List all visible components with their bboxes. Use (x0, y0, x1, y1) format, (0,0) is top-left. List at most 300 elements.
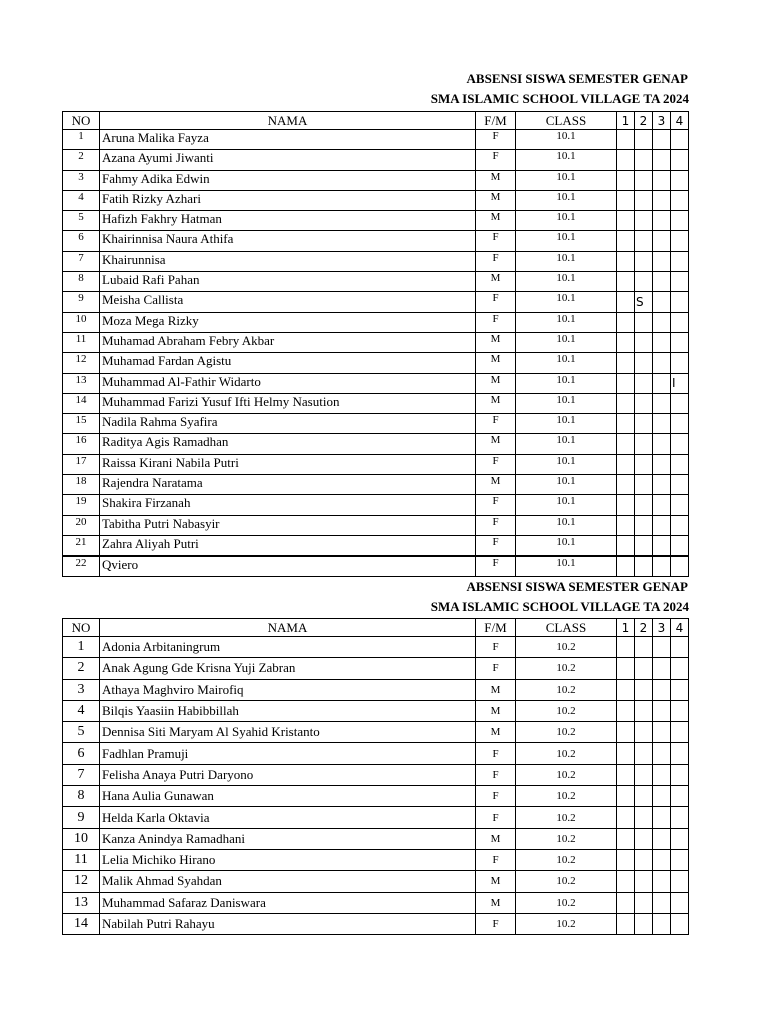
header-day-2: 2 (635, 619, 653, 637)
attendance-day-3[interactable] (653, 743, 671, 764)
header-class: CLASS (516, 619, 617, 637)
attendance-day-1[interactable] (617, 373, 635, 393)
table-row (63, 786, 689, 807)
header-fm: F/M (476, 112, 516, 130)
attendance-day-3[interactable] (653, 700, 671, 721)
student-gender: M (476, 393, 516, 413)
attendance-day-1[interactable] (617, 312, 635, 332)
attendance-day-3[interactable] (653, 658, 671, 679)
attendance-day-3[interactable] (653, 292, 671, 312)
attendance-day-1[interactable] (617, 251, 635, 271)
row-number: 6 (63, 743, 100, 764)
student-name: Muhammad Farizi Yusuf Ifti Helmy Nasution (100, 393, 476, 413)
attendance-day-4[interactable] (671, 658, 689, 679)
section1-title-line2: SMA ISLAMIC SCHOOL VILLAGE TA 2024 (430, 91, 689, 106)
attendance-day-4[interactable] (671, 556, 689, 576)
student-gender: F (476, 454, 516, 474)
student-name: Aruna Malika Fayza (100, 130, 476, 150)
attendance-day-4[interactable] (671, 130, 689, 150)
student-class: 10.1 (516, 231, 617, 251)
student-gender: M (476, 892, 516, 913)
attendance-day-2[interactable] (635, 722, 653, 743)
table-row (63, 292, 689, 312)
table-row (63, 414, 689, 434)
student-name: Khairunnisa (100, 251, 476, 271)
header-day-3: 3 (653, 112, 671, 130)
student-class: 10.1 (516, 393, 617, 413)
attendance-day-2[interactable] (635, 849, 653, 870)
student-name: Qviero (100, 556, 476, 576)
attendance-day-1[interactable] (617, 393, 635, 413)
attendance-day-2[interactable] (635, 828, 653, 849)
row-number: 4 (63, 700, 100, 721)
student-name: Muhamad Abraham Febry Akbar (100, 332, 476, 352)
attendance-day-2[interactable] (635, 170, 653, 190)
row-number: 19 (63, 495, 100, 515)
student-class: 10.2 (516, 849, 617, 870)
student-name: Felisha Anaya Putri Daryono (100, 764, 476, 785)
student-class: 10.1 (516, 312, 617, 332)
table-row (63, 637, 689, 658)
header-no: NO (63, 112, 100, 130)
row-number: 22 (63, 556, 100, 576)
student-gender: M (476, 190, 516, 210)
attendance-day-3[interactable] (653, 373, 671, 393)
attendance-day-4[interactable] (671, 786, 689, 807)
student-name: Lelia Michiko Hirano (100, 849, 476, 870)
student-name: Muhammad Al-Fathir Widarto (100, 373, 476, 393)
attendance-day-2[interactable] (635, 150, 653, 170)
header-no: NO (63, 619, 100, 637)
attendance-day-2[interactable] (635, 495, 653, 515)
row-number: 12 (63, 353, 100, 373)
attendance-day-3[interactable] (653, 849, 671, 870)
attendance-day-3[interactable] (653, 190, 671, 210)
student-class: 10.2 (516, 679, 617, 700)
row-number: 13 (63, 373, 100, 393)
attendance-day-3[interactable] (653, 170, 671, 190)
student-gender: F (476, 807, 516, 828)
student-gender: M (476, 475, 516, 495)
attendance-day-2[interactable] (635, 393, 653, 413)
attendance-day-1[interactable] (617, 231, 635, 251)
section2-title-line2: SMA ISLAMIC SCHOOL VILLAGE TA 2024 (430, 599, 689, 614)
attendance-day-4[interactable] (671, 743, 689, 764)
attendance-day-3[interactable] (653, 414, 671, 434)
attendance-day-2[interactable] (635, 272, 653, 292)
student-gender: F (476, 515, 516, 535)
attendance-day-1[interactable] (617, 807, 635, 828)
attendance-table-class-10-1 (62, 111, 689, 577)
attendance-day-1[interactable] (617, 679, 635, 700)
student-gender: M (476, 434, 516, 454)
attendance-day-1[interactable] (617, 475, 635, 495)
attendance-day-2[interactable] (635, 515, 653, 535)
attendance-day-4[interactable] (671, 231, 689, 251)
student-class: 10.1 (516, 353, 617, 373)
attendance-day-2[interactable] (635, 454, 653, 474)
attendance-day-1[interactable] (617, 743, 635, 764)
attendance-day-2[interactable] (635, 700, 653, 721)
attendance-day-4[interactable] (671, 892, 689, 913)
row-number: 2 (63, 150, 100, 170)
attendance-day-1[interactable] (617, 764, 635, 785)
row-number: 3 (63, 170, 100, 190)
student-gender: F (476, 312, 516, 332)
table-row (63, 722, 689, 743)
student-gender: F (476, 743, 516, 764)
student-gender: F (476, 292, 516, 312)
attendance-day-1[interactable] (617, 535, 635, 555)
attendance-day-4[interactable] (671, 535, 689, 555)
student-name: Hafizh Fakhry Hatman (100, 211, 476, 231)
attendance-day-4[interactable] (671, 913, 689, 934)
attendance-day-4[interactable] (671, 871, 689, 892)
student-class: 10.1 (516, 332, 617, 352)
student-name: Raissa Kirani Nabila Putri (100, 454, 476, 474)
attendance-day-4[interactable]: I (671, 373, 689, 393)
row-number: 8 (63, 272, 100, 292)
student-gender: M (476, 332, 516, 352)
student-gender: M (476, 722, 516, 743)
attendance-day-2[interactable] (635, 414, 653, 434)
attendance-day-1[interactable] (617, 849, 635, 870)
attendance-day-2[interactable] (635, 556, 653, 576)
row-number: 18 (63, 475, 100, 495)
attendance-day-2[interactable] (635, 353, 653, 373)
attendance-day-1[interactable] (617, 786, 635, 807)
attendance-day-4[interactable] (671, 292, 689, 312)
student-class: 10.2 (516, 637, 617, 658)
table-row (63, 807, 689, 828)
row-number: 5 (63, 211, 100, 231)
student-name: Fatih Rizky Azhari (100, 190, 476, 210)
attendance-day-3[interactable] (653, 353, 671, 373)
attendance-day-2[interactable] (635, 913, 653, 934)
student-class: 10.2 (516, 871, 617, 892)
attendance-day-1[interactable] (617, 871, 635, 892)
student-gender: M (476, 211, 516, 231)
attendance-day-4[interactable] (671, 251, 689, 271)
attendance-day-1[interactable] (617, 700, 635, 721)
attendance-day-1[interactable] (617, 556, 635, 576)
student-gender: M (476, 170, 516, 190)
attendance-day-3[interactable] (653, 535, 671, 555)
student-name: Anak Agung Gde Krisna Yuji Zabran (100, 658, 476, 679)
attendance-day-3[interactable] (653, 211, 671, 231)
table-row (63, 170, 689, 190)
attendance-day-1[interactable] (617, 292, 635, 312)
table-row (63, 679, 689, 700)
attendance-day-1[interactable] (617, 170, 635, 190)
student-gender: F (476, 658, 516, 679)
attendance-day-4[interactable] (671, 495, 689, 515)
attendance-day-1[interactable] (617, 828, 635, 849)
student-class: 10.1 (516, 495, 617, 515)
header-day-1: 1 (617, 112, 635, 130)
table-row (63, 231, 689, 251)
attendance-day-2[interactable] (635, 251, 653, 271)
attendance-day-1[interactable] (617, 892, 635, 913)
student-class: 10.1 (516, 556, 617, 576)
header-fm: F/M (476, 619, 516, 637)
attendance-day-4[interactable] (671, 475, 689, 495)
header-day-4: 4 (671, 112, 689, 130)
student-name: Rajendra Naratama (100, 475, 476, 495)
row-number: 11 (63, 332, 100, 352)
row-number: 5 (63, 722, 100, 743)
student-class: 10.1 (516, 414, 617, 434)
student-class: 10.1 (516, 373, 617, 393)
student-gender: M (476, 679, 516, 700)
student-class: 10.1 (516, 434, 617, 454)
attendance-day-1[interactable] (617, 414, 635, 434)
student-class: 10.1 (516, 190, 617, 210)
table-row (63, 393, 689, 413)
attendance-day-4[interactable] (671, 332, 689, 352)
attendance-day-4[interactable] (671, 700, 689, 721)
attendance-day-2[interactable] (635, 679, 653, 700)
row-number: 12 (63, 871, 100, 892)
section2-title-line1: ABSENSI SISWA SEMESTER GENAP (466, 579, 688, 594)
student-gender: F (476, 150, 516, 170)
row-number: 13 (63, 892, 100, 913)
attendance-day-4[interactable] (671, 722, 689, 743)
attendance-day-4[interactable] (671, 637, 689, 658)
row-number: 2 (63, 658, 100, 679)
table-row (63, 743, 689, 764)
attendance-day-3[interactable] (653, 637, 671, 658)
student-name: Moza Mega Rizky (100, 312, 476, 332)
table-row (63, 892, 689, 913)
attendance-day-1[interactable] (617, 211, 635, 231)
attendance-day-2[interactable] (635, 807, 653, 828)
attendance-day-3[interactable] (653, 764, 671, 785)
attendance-day-3[interactable] (653, 807, 671, 828)
attendance-day-3[interactable] (653, 515, 671, 535)
attendance-day-2[interactable] (635, 535, 653, 555)
attendance-day-3[interactable] (653, 272, 671, 292)
attendance-day-3[interactable] (653, 892, 671, 913)
header-day-2: 2 (635, 112, 653, 130)
attendance-day-1[interactable] (617, 515, 635, 535)
table-row (63, 535, 689, 555)
attendance-day-2[interactable] (635, 786, 653, 807)
row-number: 7 (63, 251, 100, 271)
attendance-day-3[interactable] (653, 332, 671, 352)
attendance-day-2[interactable] (635, 871, 653, 892)
attendance-day-1[interactable] (617, 637, 635, 658)
attendance-day-4[interactable] (671, 764, 689, 785)
attendance-day-3[interactable] (653, 556, 671, 576)
header-class: CLASS (516, 112, 617, 130)
attendance-day-3[interactable] (653, 679, 671, 700)
table-row (63, 150, 689, 170)
table-row (63, 130, 689, 150)
row-number: 14 (63, 913, 100, 934)
student-gender: F (476, 786, 516, 807)
attendance-day-3[interactable] (653, 434, 671, 454)
attendance-day-4[interactable] (671, 190, 689, 210)
attendance-day-2[interactable] (635, 211, 653, 231)
student-class: 10.1 (516, 272, 617, 292)
student-gender: F (476, 130, 516, 150)
student-class: 10.1 (516, 292, 617, 312)
attendance-table-class-10-2 (62, 618, 689, 935)
attendance-day-2[interactable] (635, 312, 653, 332)
attendance-day-4[interactable] (671, 807, 689, 828)
attendance-day-4[interactable] (671, 353, 689, 373)
student-class: 10.2 (516, 764, 617, 785)
attendance-day-1[interactable] (617, 190, 635, 210)
attendance-day-4[interactable] (671, 828, 689, 849)
table-row (63, 190, 689, 210)
attendance-day-3[interactable] (653, 828, 671, 849)
row-number: 17 (63, 454, 100, 474)
student-class: 10.1 (516, 130, 617, 150)
attendance-day-1[interactable] (617, 722, 635, 743)
attendance-day-2[interactable] (635, 764, 653, 785)
student-name: Shakira Firzanah (100, 495, 476, 515)
attendance-day-1[interactable] (617, 434, 635, 454)
student-gender: M (476, 828, 516, 849)
student-class: 10.1 (516, 211, 617, 231)
attendance-day-3[interactable] (653, 231, 671, 251)
student-class: 10.1 (516, 475, 617, 495)
attendance-day-2[interactable] (635, 743, 653, 764)
attendance-day-2[interactable] (635, 190, 653, 210)
attendance-day-4[interactable] (671, 849, 689, 870)
student-name: Muhammad Safaraz Daniswara (100, 892, 476, 913)
attendance-day-1[interactable] (617, 150, 635, 170)
row-number: 11 (63, 849, 100, 870)
attendance-day-1[interactable] (617, 272, 635, 292)
attendance-day-3[interactable] (653, 475, 671, 495)
row-number: 1 (63, 130, 100, 150)
row-number: 3 (63, 679, 100, 700)
student-name: Dennisa Siti Maryam Al Syahid Kristanto (100, 722, 476, 743)
student-gender: F (476, 251, 516, 271)
attendance-day-3[interactable] (653, 722, 671, 743)
table-row (63, 913, 689, 934)
row-number: 16 (63, 434, 100, 454)
student-class: 10.1 (516, 454, 617, 474)
student-gender: M (476, 272, 516, 292)
attendance-day-4[interactable] (671, 414, 689, 434)
header-day-3: 3 (653, 619, 671, 637)
attendance-day-2[interactable] (635, 658, 653, 679)
student-gender: F (476, 535, 516, 555)
attendance-day-1[interactable] (617, 454, 635, 474)
student-class: 10.2 (516, 807, 617, 828)
attendance-day-3[interactable] (653, 495, 671, 515)
attendance-day-4[interactable] (671, 679, 689, 700)
attendance-day-2[interactable] (635, 475, 653, 495)
student-class: 10.1 (516, 535, 617, 555)
attendance-day-3[interactable] (653, 393, 671, 413)
student-class: 10.2 (516, 892, 617, 913)
attendance-day-3[interactable] (653, 150, 671, 170)
row-number: 14 (63, 393, 100, 413)
attendance-day-2[interactable] (635, 130, 653, 150)
attendance-day-2[interactable] (635, 637, 653, 658)
student-name: Nabilah Putri Rahayu (100, 913, 476, 934)
student-gender: M (476, 700, 516, 721)
student-name: Kanza Anindya Ramadhani (100, 828, 476, 849)
row-number: 21 (63, 535, 100, 555)
attendance-day-2[interactable] (635, 332, 653, 352)
attendance-day-1[interactable] (617, 130, 635, 150)
student-name: Fahmy Adika Edwin (100, 170, 476, 190)
attendance-day-3[interactable] (653, 871, 671, 892)
table-row (63, 353, 689, 373)
attendance-day-2[interactable] (635, 373, 653, 393)
attendance-day-3[interactable] (653, 312, 671, 332)
table-row (63, 658, 689, 679)
student-name: Adonia Arbitaningrum (100, 637, 476, 658)
header-nama: NAMA (100, 112, 476, 130)
student-class: 10.2 (516, 700, 617, 721)
student-class: 10.2 (516, 658, 617, 679)
section1-title-line1: ABSENSI SISWA SEMESTER GENAP (466, 71, 688, 86)
student-gender: F (476, 637, 516, 658)
student-name: Malik Ahmad Syahdan (100, 871, 476, 892)
attendance-day-4[interactable] (671, 150, 689, 170)
student-name: Raditya Agis Ramadhan (100, 434, 476, 454)
student-name: Hana Aulia Gunawan (100, 786, 476, 807)
student-class: 10.2 (516, 786, 617, 807)
student-gender: F (476, 764, 516, 785)
attendance-day-2[interactable]: S (635, 292, 653, 312)
attendance-day-3[interactable] (653, 913, 671, 934)
row-number: 10 (63, 312, 100, 332)
attendance-day-4[interactable] (671, 211, 689, 231)
row-number: 15 (63, 414, 100, 434)
row-number: 9 (63, 807, 100, 828)
attendance-day-4[interactable] (671, 454, 689, 474)
row-number: 8 (63, 786, 100, 807)
attendance-day-1[interactable] (617, 913, 635, 934)
student-gender: M (476, 353, 516, 373)
student-name: Athaya Maghviro Mairofiq (100, 679, 476, 700)
student-class: 10.2 (516, 743, 617, 764)
student-name: Fadhlan Pramuji (100, 743, 476, 764)
attendance-day-2[interactable] (635, 231, 653, 251)
attendance-day-3[interactable] (653, 786, 671, 807)
attendance-day-1[interactable] (617, 353, 635, 373)
attendance-day-3[interactable] (653, 251, 671, 271)
attendance-day-1[interactable] (617, 332, 635, 352)
attendance-day-3[interactable] (653, 454, 671, 474)
attendance-day-4[interactable] (671, 272, 689, 292)
student-gender: F (476, 414, 516, 434)
table-row (63, 515, 689, 535)
attendance-day-4[interactable] (671, 393, 689, 413)
attendance-day-2[interactable] (635, 434, 653, 454)
attendance-day-4[interactable] (671, 312, 689, 332)
row-number: 4 (63, 190, 100, 210)
attendance-day-2[interactable] (635, 892, 653, 913)
row-number: 10 (63, 828, 100, 849)
attendance-day-4[interactable] (671, 515, 689, 535)
attendance-day-1[interactable] (617, 495, 635, 515)
attendance-day-3[interactable] (653, 130, 671, 150)
student-gender: M (476, 373, 516, 393)
attendance-day-4[interactable] (671, 434, 689, 454)
table-row (63, 454, 689, 474)
attendance-day-1[interactable] (617, 658, 635, 679)
attendance-day-4[interactable] (671, 170, 689, 190)
